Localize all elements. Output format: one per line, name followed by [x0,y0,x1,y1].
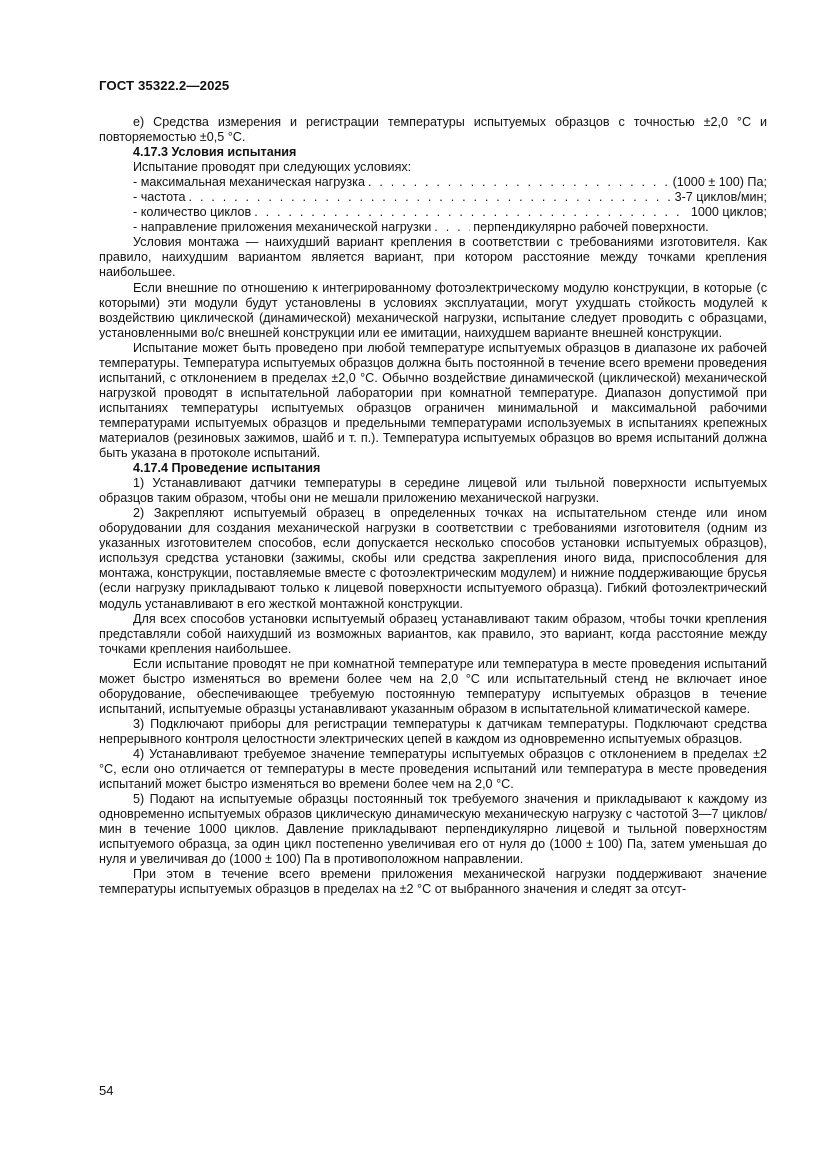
condition-list-item [99,205,767,220]
paragraph-step-3: 3) Подключают приборы для регистрации температуры к датчикам температуры. Подключают средства непрерывного контроля целостности электрических цепей в каждом из одновременно испытуемых образцов. [99,716,767,746]
leader-dots [189,190,672,205]
leader-dots [254,205,688,220]
condition-value: перпендикулярно рабочей поверхности. [473,220,709,235]
paragraph-not-room-temperature: Если испытание проводят не при комнатной температуре или температура в месте проведения испытаний может быстро изменяться во времени более чем на 2,0 °С или испытательный стенд не включает иное оборудование, обеспечивающее требуемую постоянную температуру испытуемых образцов в течение испытаний, испытуемые образцы устанавливают указанным образом в испытательной климатической камере. [99,656,767,716]
section-heading-4-17-4: 4.17.4 Проведение испытания [133,461,321,476]
condition-value: 1000 циклов; [690,205,767,220]
condition-label: - максимальная механическая нагрузка [133,175,365,190]
condition-list-item [99,175,767,190]
condition-value: 3-7 циклов/мин; [674,190,767,205]
leader-dots [368,175,670,190]
paragraph-step-4: 4) Устанавливают требуемое значение температуры испытуемых образцов с отклонением в пределах ±2 °С, если оно отличается от температуры в месте проведения испытаний или температура в месте проведения испытаний может быстро изменяться во времени более чем на 2,0 °С. [99,746,767,792]
paragraph-temperature: Испытание может быть проведено при любой температуре испытуемых образцов в диапазоне их рабочей температуры. Температура испытуемых образцов должна быть постоянной в течение всего времени проведения испытаний, с отклонением в пределах ±2,0 °С. Обычно воздействие динамической (циклической) механической нагрузкой проводят в испытательной лаборатории при комнатной температуре. Диапазон допустимой при испытаниях температуры испытуемых образцов ограничен минимальной и максимальной рабочими температурами испытуемых образцов и предельными температурами используемых в испытаниях крепежных материалов (резиновых зажимов, шайб и т. п.). Температура испытуемых образцов во время испытаний должна быть указана в протоколе испытаний. [99,340,767,461]
condition-label: - количество циклов [133,205,252,220]
paragraph-step-1: 1) Устанавливают датчики температуры в середине лицевой или тыльной поверхности испытуемых образцов таким образом, чтобы они не мешали приложению механической нагрузки. [99,476,767,506]
paragraph-continuation: При этом в течение всего времени приложения механической нагрузки поддерживают значение температуры испытуемых образцов в пределах на ±2 °С от выбранного значения и следят за отсут- [99,867,767,897]
paragraph-item-e: е) Средства измерения и регистрации температуры испытуемых образцов с точностью ±2,0 °С и повторяемостью ±0,5 °С. [99,115,767,145]
condition-label: - направление приложения механической нагрузки [133,220,432,235]
condition-label: - частота [133,190,186,205]
paragraph-external-structures: Если внешние по отношению к интегрированному фотоэлектрическому модулю конструкции, в которые (с которыми) эти модули будут установлены в условиях эксплуатации, могут ухудшать стойкость модулей к воздействию циклической (динамической) механической нагрузки, испытание следует проводить с образцами, установленными во/с внешней конструкции или ее имитации, наихудшем варианте внешней конструкции. [99,280,767,340]
paragraph-all-methods: Для всех способов установки испытуемый образец устанавливают таким образом, чтобы точки крепления представляли собой наихудший из возможных вариантов, как правило, это вариант, когда расстояние между точками крепления наибольшее. [99,611,767,656]
document-id-header: ГОСТ 35322.2—2025 [99,78,230,93]
paragraph-conditions-intro: Испытание проводят при следующих условиях: [133,160,412,175]
condition-list-item [99,190,767,205]
paragraph-mounting: Условия монтажа — наихудший вариант крепления в соответствии с требованиями изготовителя. Как правило, наихудшим вариантом является вариант, при котором расстояние между точками крепления наибольшее. [99,235,767,280]
section-heading-4-17-3: 4.17.3 Условия испытания [133,145,297,160]
leader-dots [434,220,470,235]
document-body [99,115,767,897]
paragraph-step-2: 2) Закрепляют испытуемый образец в определенных точках на испытательном стенде или ином оборудовании для создания механической нагрузки в соответствии с требованиями изготовителя (одним из указанных изготовителем способов, если допускается несколько способов установки испытуемых образцов), используя средства установки (зажимы, скобы или средства закрепления иного вида, приспособления для монтажа, конструкции, поставляемые вместе с фотоэлектрическим модулем) и нижние поддерживающие брусья (если нагрузку прикладывают только к лицевой поверхности испытуемого образца). Гибкий фотоэлектрический модуль устанавливают в его жесткой монтажной конструкции. [99,506,767,611]
condition-value: (1000 ± 100) Па; [672,175,767,190]
condition-list-item [99,220,767,235]
page-number: 54 [99,1083,114,1098]
paragraph-step-5: 5) Подают на испытуемые образцы постоянный ток требуемого значения и прикладывают к каждому из одновременно испытуемых образов циклическую динамическую механическую нагрузку с частотой 3—7 циклов/мин в течение 1000 циклов. Давление прикладывают перпендикулярно лицевой и тыльной поверхностям испытуемого образца, за один цикл постепенно увеличивая его от нуля до (1000 ± 100) Па, затем уменьшая до нуля и увеличивая до (1000 ± 100) Па в противоположном направлении. [99,792,767,867]
